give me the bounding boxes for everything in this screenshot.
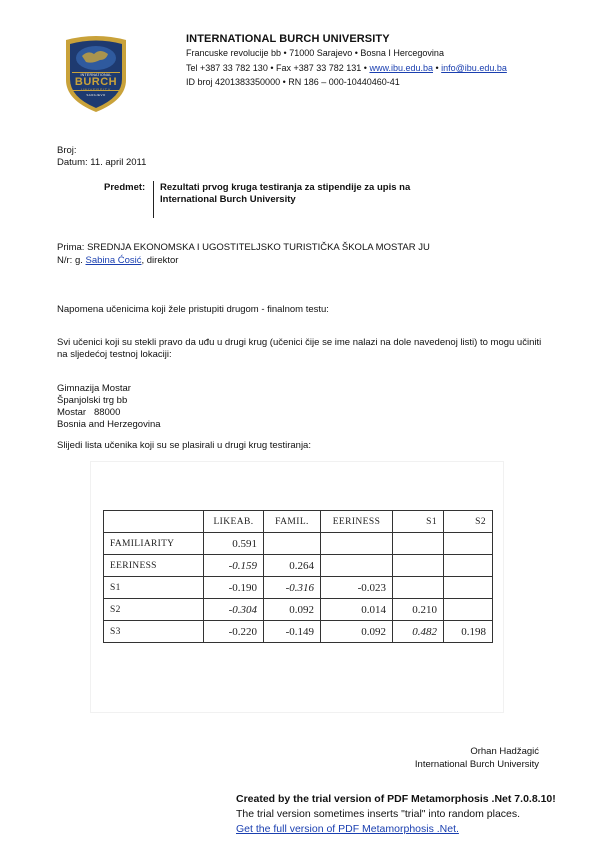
signatory-institution: International Burch University (414, 759, 539, 770)
table-cell: -0.023 (321, 577, 393, 599)
location-line: Gimnazija Mostar (57, 383, 131, 394)
logo-text-burch: BURCH (74, 76, 118, 88)
signatory-name: Orhan Hadžagić (470, 746, 539, 757)
logo-text-university: UNIVERSITY (80, 87, 111, 92)
table-cell: -0.159 (204, 555, 264, 577)
trial-upgrade-link[interactable]: Get the full version of PDF Metamorphosis .Net. (236, 823, 459, 835)
note-line: Napomena učenicima koji žele pristupiti drugom - finalnom testu: (57, 304, 329, 315)
header-phone-fax: Tel +387 33 782 130 • Fax +387 33 782 131 • (186, 63, 370, 73)
table-row (104, 533, 493, 555)
table-cell (393, 555, 444, 577)
table-header-cell: FAMIL. (264, 511, 321, 533)
email-link[interactable]: info@ibu.edu.ba (441, 63, 507, 73)
table-header-cell: LIKEAB. (204, 511, 264, 533)
table-cell (321, 555, 393, 577)
recipient-line: Prima: SREDNJA EKONOMSKA I UGOSTITELJSKO TURISTIČKA ŠKOLA MOSTAR JU (57, 242, 430, 253)
website-link[interactable]: www.ibu.edu.ba (369, 63, 433, 73)
attention-prefix: N/r: g. (57, 255, 86, 266)
logo-text-city: SARAJEVO (86, 93, 106, 97)
trial-notice (236, 792, 556, 837)
table-cell (444, 533, 493, 555)
table-cell: 0.092 (264, 599, 321, 621)
row-label: EERINESS (104, 555, 204, 577)
instructions-paragraph: Svi učenici koji su stekli pravo da uđu u drugi krug (učenici čije se ime nalazi na dole navedenoj listi) to mogu učiniti na sljedećoj testnoj lokaciji: (57, 337, 542, 360)
location-block (57, 383, 547, 431)
table-cell (393, 533, 444, 555)
attention-suffix: , direktor (141, 255, 179, 266)
header-ids: ID broj 4201383350000 • RN 186 – 000-10440460-41 (186, 77, 400, 87)
table-cell: -0.149 (264, 621, 321, 643)
table-header-cell: S1 (393, 511, 444, 533)
location-line: Mostar 88000 (57, 407, 121, 418)
row-label: FAMILIARITY (104, 533, 204, 555)
table-row (104, 621, 493, 643)
table-row (104, 577, 493, 599)
header-address: Francuske revolucije bb • 71000 Sarajevo • Bosna I Hercegovina (186, 48, 444, 58)
table-cell (444, 555, 493, 577)
table-header-cell (104, 511, 204, 533)
table-cell: 0.014 (321, 599, 393, 621)
table-row (104, 599, 493, 621)
table-cell (444, 577, 493, 599)
subject-text: Rezultati prvog kruga testiranja za stipendije za upis na International Burch University (160, 182, 411, 205)
table-cell: -0.190 (204, 577, 264, 599)
table-header-cell: S2 (444, 511, 493, 533)
header-separator: • (433, 63, 442, 73)
table-cell: 0.092 (321, 621, 393, 643)
table-cell: -0.220 (204, 621, 264, 643)
table-cell: 0.591 (204, 533, 264, 555)
correlation-table (103, 510, 493, 643)
list-intro: Slijedi lista učenika koji su se plasirali u drugi krug testiranja: (57, 440, 311, 451)
director-name-link[interactable]: Sabina Ćosić (85, 255, 142, 266)
table-cell (393, 577, 444, 599)
table-cell: -0.316 (264, 577, 321, 599)
table-header-cell: EERINESS (321, 511, 393, 533)
subject-label: Predmet: (104, 182, 146, 193)
table-cell: 0.482 (393, 621, 444, 643)
table-cell: 0.264 (264, 555, 321, 577)
row-label: S1 (104, 577, 204, 599)
date-line: Datum: 11. april 2011 (57, 157, 147, 168)
table-cell (321, 533, 393, 555)
attention-line (57, 255, 178, 266)
table-row (104, 555, 493, 577)
university-logo (62, 34, 130, 114)
trial-notice-body: The trial version sometimes inserts "trial" into random places. (236, 808, 521, 820)
table-cell: -0.304 (204, 599, 264, 621)
header-contact (186, 63, 507, 73)
trial-notice-title: Created by the trial version of PDF Metamorphosis .Net 7.0.8.10! (236, 793, 556, 805)
table-header-row (104, 511, 493, 533)
location-line: Španjolski trg bb (57, 395, 128, 406)
table-cell: 0.198 (444, 621, 493, 643)
subject-divider (153, 181, 154, 218)
broj-label: Broj: (57, 145, 77, 156)
location-line: Bosnia and Herzegovina (57, 419, 161, 430)
row-label: S3 (104, 621, 204, 643)
logo-text-international: INTERNATIONAL (80, 73, 112, 77)
table-cell (264, 533, 321, 555)
table-cell: 0.210 (393, 599, 444, 621)
table-cell (444, 599, 493, 621)
university-name: INTERNATIONAL BURCH UNIVERSITY (186, 33, 390, 45)
row-label: S2 (104, 599, 204, 621)
